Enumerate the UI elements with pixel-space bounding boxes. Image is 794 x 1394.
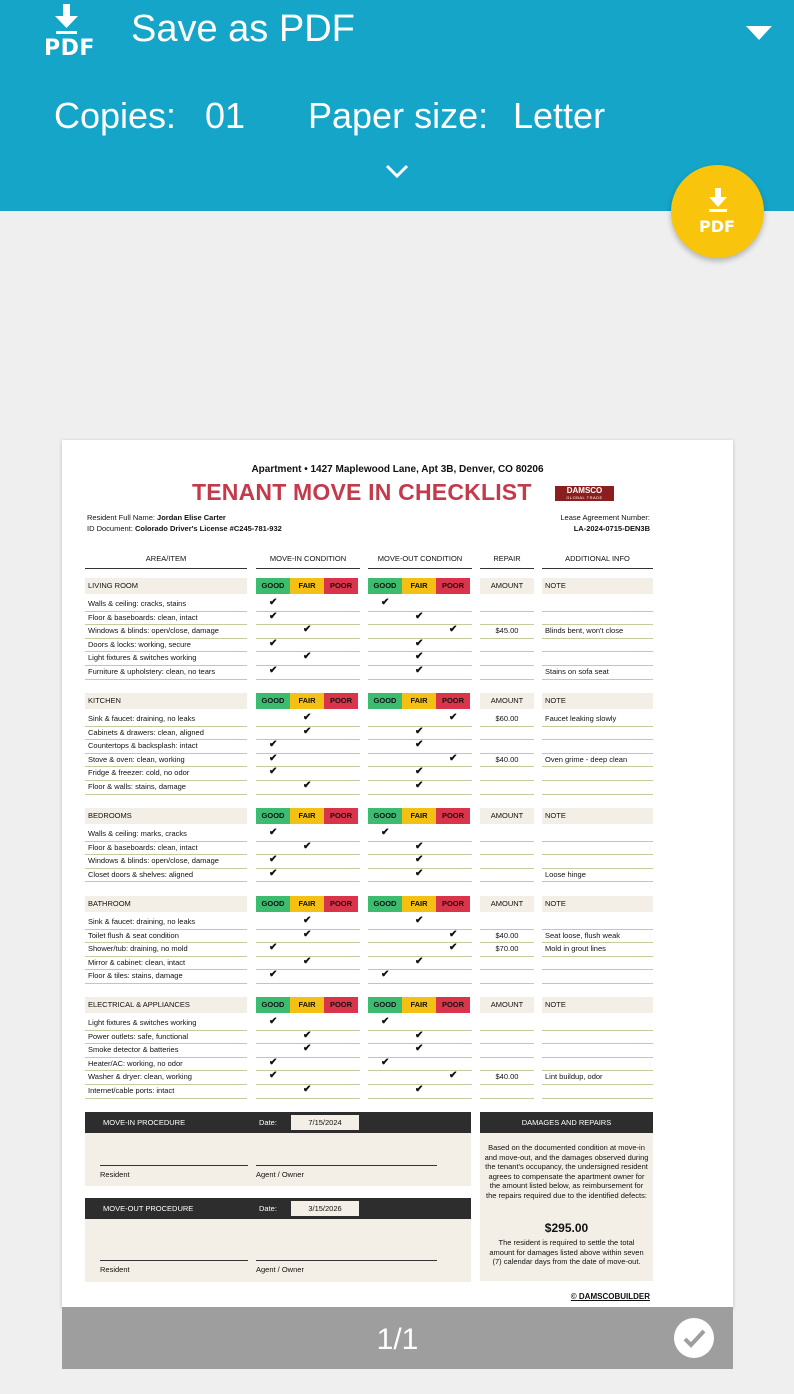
lease-number: LA-2024-0715-DEN3B — [573, 524, 650, 533]
move-in-poor-header: POOR — [324, 997, 358, 1013]
row-note — [542, 957, 653, 971]
item-label: Heater/AC: working, no odor — [85, 1058, 247, 1072]
move-in-date-label: Date: — [259, 1118, 277, 1127]
move-in-check-icon: ✔ — [269, 1056, 278, 1068]
move-in-check-icon: ✔ — [269, 665, 278, 676]
move-out-fair-header: FAIR — [402, 693, 436, 709]
row-note — [542, 916, 653, 930]
row-note — [542, 612, 653, 626]
note-header: NOTE — [542, 896, 653, 912]
row-note — [542, 970, 653, 984]
repair-amount — [480, 842, 534, 856]
repair-amount — [480, 727, 534, 741]
save-pdf-fab-button[interactable] — [671, 165, 764, 258]
move-in-check-icon: ✔ — [269, 942, 278, 954]
move-in-check-icon: ✔ — [269, 637, 278, 649]
move-out-check-icon: ✔ — [415, 1043, 424, 1055]
row-note — [542, 767, 653, 781]
item-label: Toilet flush & seat condition — [85, 930, 247, 944]
item-label: Windows & blinds: open/close, damage — [85, 855, 247, 869]
move-out-check-icon: ✔ — [415, 651, 424, 663]
copies-label: Copies: — [54, 95, 177, 136]
amount-header: AMOUNT — [480, 896, 534, 912]
repair-amount — [480, 666, 534, 680]
move-in-poor-header: POOR — [324, 896, 358, 912]
repair-amount — [480, 855, 534, 869]
note-header: NOTE — [542, 808, 653, 824]
id-value: Colorado Driver's License #C245-781-932 — [134, 524, 282, 533]
item-label: Doors & locks: working, secure — [85, 639, 247, 653]
row-note — [542, 1031, 653, 1045]
repair-amount: $40.00 — [480, 930, 534, 944]
move-in-check-icon: ✔ — [303, 955, 312, 967]
page-preview[interactable] — [62, 440, 733, 1308]
move-out-check-icon: ✔ — [415, 766, 424, 778]
note-header: NOTE — [542, 997, 653, 1013]
item-label: Countertops & backsplash: intact — [85, 740, 247, 754]
move-out-good-header: GOOD — [368, 693, 402, 709]
amount-header: AMOUNT — [480, 808, 534, 824]
move-in-check-icon: ✔ — [303, 1043, 312, 1055]
item-label: Power outlets: safe, functional — [85, 1031, 247, 1045]
repair-amount — [480, 767, 534, 781]
row-note: Blinds bent, won't close — [542, 625, 653, 639]
row-note — [542, 1017, 653, 1031]
move-in-date[interactable]: 7/15/2024 — [291, 1115, 359, 1130]
amount-header: AMOUNT — [480, 997, 534, 1013]
move-in-resident-signature[interactable]: Resident — [100, 1165, 248, 1179]
move-in-check-icon: ✔ — [303, 915, 312, 926]
move-in-fair-header: FAIR — [290, 578, 324, 594]
item-label: Internet/cable ports: intact — [85, 1085, 247, 1099]
move-in-poor-header: POOR — [324, 808, 358, 824]
move-out-good-header: GOOD — [368, 578, 402, 594]
move-out-fair-header: FAIR — [402, 997, 436, 1013]
item-label: Windows & blinds: open/close, damage — [85, 625, 247, 639]
move-out-date[interactable]: 3/15/2026 — [291, 1201, 359, 1216]
move-in-check-icon: ✔ — [269, 739, 278, 751]
damages-box — [480, 1133, 653, 1281]
move-out-check-icon: ✔ — [415, 955, 424, 967]
section-title: BEDROOMS — [85, 808, 247, 824]
repair-amount — [480, 652, 534, 666]
move-in-check-icon: ✔ — [269, 827, 278, 838]
repair-amount — [480, 781, 534, 795]
move-out-fair-header: FAIR — [402, 896, 436, 912]
page-selected-check-icon[interactable] — [674, 1318, 714, 1358]
move-in-check-icon: ✔ — [269, 766, 278, 778]
row-note — [542, 639, 653, 653]
move-in-check-icon: ✔ — [269, 969, 278, 981]
move-in-fair-header: FAIR — [290, 808, 324, 824]
repair-amount: $45.00 — [480, 625, 534, 639]
move-out-check-icon: ✔ — [415, 665, 424, 676]
row-note — [542, 652, 653, 666]
move-out-fair-header: FAIR — [402, 808, 436, 824]
move-in-fair-header: FAIR — [290, 896, 324, 912]
move-out-check-icon: ✔ — [381, 827, 390, 838]
item-label: Walls & ceiling: marks, cracks — [85, 828, 247, 842]
item-label: Shower/tub: draining, no mold — [85, 943, 247, 957]
paper-size-value[interactable]: Letter — [513, 95, 606, 136]
move-out-procedure-bar — [85, 1198, 471, 1219]
column-header-info: ADDITIONAL INFO — [542, 554, 653, 569]
damages-title: DAMAGES AND REPAIRS — [480, 1112, 653, 1133]
move-in-check-icon: ✔ — [269, 854, 278, 866]
row-note: Oven grime - deep clean — [542, 754, 653, 768]
repair-amount — [480, 957, 534, 971]
move-out-check-icon: ✔ — [415, 637, 424, 649]
move-in-poor-header: POOR — [324, 578, 358, 594]
move-in-check-icon: ✔ — [269, 597, 278, 608]
move-in-good-header: GOOD — [256, 997, 290, 1013]
move-in-good-header: GOOD — [256, 896, 290, 912]
move-out-check-icon: ✔ — [415, 840, 424, 852]
move-in-signature-area — [85, 1133, 471, 1186]
move-in-check-icon: ✔ — [303, 928, 312, 940]
download-icon — [705, 187, 731, 215]
move-out-check-icon: ✔ — [449, 928, 458, 940]
move-out-resident-signature[interactable]: Resident — [100, 1260, 248, 1274]
move-out-check-icon: ✔ — [381, 969, 390, 981]
print-options-header — [0, 0, 794, 211]
row-note: Mold in grout lines — [542, 943, 653, 957]
paper-size-label: Paper size: — [308, 95, 489, 136]
move-in-check-icon: ✔ — [269, 752, 278, 764]
move-out-poor-header: POOR — [436, 997, 470, 1013]
repair-amount: $40.00 — [480, 1071, 534, 1085]
item-label: Furniture & upholstery: clean, no tears — [85, 666, 247, 680]
resident-name: Jordan Elise Carter — [157, 513, 226, 522]
repair-amount — [480, 740, 534, 754]
repair-amount — [480, 869, 534, 883]
move-in-good-header: GOOD — [256, 693, 290, 709]
move-out-check-icon: ✔ — [381, 1016, 390, 1027]
pdf-icon-label: PDF — [44, 36, 95, 61]
page-indicator: 1/1 — [376, 1323, 419, 1356]
move-in-check-icon: ✔ — [303, 624, 312, 636]
repair-amount — [480, 612, 534, 626]
item-label: Light fixtures & switches working — [85, 1017, 247, 1031]
move-in-check-icon: ✔ — [303, 780, 312, 791]
move-out-fair-header: FAIR — [402, 578, 436, 594]
id-label: ID Document: — [87, 524, 133, 533]
move-in-check-icon: ✔ — [269, 1016, 278, 1027]
copies-value[interactable]: 01 — [205, 95, 246, 136]
move-out-check-icon: ✔ — [381, 1056, 390, 1068]
row-note — [542, 1058, 653, 1072]
move-in-good-header: GOOD — [256, 578, 290, 594]
expand-options-chevron-icon[interactable] — [384, 160, 410, 182]
item-label: Smoke detector & batteries — [85, 1044, 247, 1058]
amount-header: AMOUNT — [480, 578, 534, 594]
move-in-procedure-bar — [85, 1112, 471, 1133]
move-in-agent-signature[interactable]: Agent / Owner — [256, 1165, 437, 1179]
move-out-good-header: GOOD — [368, 808, 402, 824]
item-label: Closet doors & shelves: aligned — [85, 869, 247, 883]
section-title: LIVING ROOM — [85, 578, 247, 594]
item-label: Sink & faucet: draining, no leaks — [85, 916, 247, 930]
section-title: BATHROOM — [85, 896, 247, 912]
move-in-title: MOVE-IN PROCEDURE — [103, 1118, 186, 1127]
lease-label: Lease Agreement Number: — [560, 513, 650, 522]
row-note — [542, 781, 653, 795]
move-out-agent-signature[interactable]: Agent / Owner — [256, 1260, 437, 1274]
amount-header: AMOUNT — [480, 693, 534, 709]
column-header-repair: REPAIR — [480, 554, 534, 569]
row-note: Faucet leaking slowly — [542, 713, 653, 727]
damages-total: $295.00 — [544, 1221, 589, 1235]
move-in-check-icon: ✔ — [303, 840, 312, 852]
item-label: Floor & baseboards: clean, intact — [85, 842, 247, 856]
move-out-signature-area — [85, 1219, 471, 1282]
copyright: © DAMSCOBUILDER — [570, 1292, 650, 1301]
move-out-good-header: GOOD — [368, 997, 402, 1013]
move-out-check-icon: ✔ — [415, 867, 424, 879]
move-out-check-icon: ✔ — [415, 739, 424, 751]
move-out-good-header: GOOD — [368, 896, 402, 912]
move-in-fair-header: FAIR — [290, 693, 324, 709]
move-out-check-icon: ✔ — [449, 942, 458, 954]
move-in-check-icon: ✔ — [269, 1070, 278, 1082]
move-out-check-icon: ✔ — [449, 624, 458, 636]
item-label: Floor & baseboards: clean, intact — [85, 612, 247, 626]
move-out-check-icon: ✔ — [449, 712, 458, 723]
move-out-poor-header: POOR — [436, 896, 470, 912]
item-label: Floor & tiles: stains, damage — [85, 970, 247, 984]
move-in-poor-header: POOR — [324, 693, 358, 709]
row-note — [542, 740, 653, 754]
move-out-date-label: Date: — [259, 1204, 277, 1213]
item-label: Fridge & freezer: cold, no odor — [85, 767, 247, 781]
move-out-poor-header: POOR — [436, 808, 470, 824]
row-note — [542, 1044, 653, 1058]
move-out-check-icon: ✔ — [415, 1084, 424, 1095]
repair-amount — [480, 1031, 534, 1045]
id-document-line — [87, 524, 282, 533]
page-navigation-bar — [62, 1307, 733, 1369]
move-in-good-header: GOOD — [256, 808, 290, 824]
move-out-check-icon: ✔ — [381, 597, 390, 608]
repair-amount — [480, 598, 534, 612]
section-title: ELECTRICAL & APPLIANCES — [85, 997, 247, 1013]
repair-amount — [480, 1085, 534, 1099]
repair-amount — [480, 1058, 534, 1072]
move-out-check-icon: ✔ — [415, 915, 424, 926]
column-header-area: AREA/ITEM — [85, 554, 247, 569]
move-out-check-icon: ✔ — [415, 725, 424, 737]
move-out-check-icon: ✔ — [415, 610, 424, 622]
move-in-check-icon: ✔ — [303, 1029, 312, 1041]
row-note — [542, 1085, 653, 1099]
column-header-move-out: MOVE-OUT CONDITION — [368, 554, 472, 569]
destination-title[interactable]: Save as PDF — [131, 8, 355, 50]
repair-amount — [480, 970, 534, 984]
document-address: Apartment • 1427 Maplewood Lane, Apt 3B, Denver, CO 80206 — [251, 464, 544, 475]
row-note: Lint buildup, odor — [542, 1071, 653, 1085]
move-in-check-icon: ✔ — [303, 725, 312, 737]
item-label: Mirror & cabinet: clean, intact — [85, 957, 247, 971]
item-label: Stove & oven: clean, working — [85, 754, 247, 768]
row-note — [542, 828, 653, 842]
item-label: Sink & faucet: draining, no leaks — [85, 713, 247, 727]
row-note — [542, 842, 653, 856]
move-out-check-icon: ✔ — [449, 752, 458, 764]
move-in-check-icon: ✔ — [303, 651, 312, 663]
row-note: Seat loose, flush weak — [542, 930, 653, 944]
repair-amount — [480, 916, 534, 930]
fab-pdf-label: PDF — [699, 217, 735, 236]
row-note — [542, 727, 653, 741]
row-note — [542, 855, 653, 869]
item-label: Walls & ceiling: cracks, stains — [85, 598, 247, 612]
move-in-check-icon: ✔ — [269, 867, 278, 879]
move-out-check-icon: ✔ — [415, 854, 424, 866]
company-logo — [555, 486, 614, 501]
move-out-check-icon: ✔ — [449, 1070, 458, 1082]
item-label: Floor & walls: stains, damage — [85, 781, 247, 795]
logo-text: DAMSCO — [566, 486, 603, 495]
repair-amount — [480, 1017, 534, 1031]
section-title: KITCHEN — [85, 693, 247, 709]
item-label: Light fixtures & switches working — [85, 652, 247, 666]
logo-subtext: GLOBAL TRADE — [566, 495, 603, 500]
move-out-poor-header: POOR — [436, 578, 470, 594]
move-out-check-icon: ✔ — [415, 1029, 424, 1041]
item-label: Cabinets & drawers: clean, aligned — [85, 727, 247, 741]
document-title: TENANT MOVE IN CHECKLIST — [192, 479, 532, 505]
row-note: Loose hinge — [542, 869, 653, 883]
pdf-download-icon[interactable] — [42, 2, 96, 60]
destination-dropdown-icon[interactable] — [746, 26, 772, 40]
resident-label: Resident Full Name: — [87, 513, 155, 522]
row-note: Stains on sofa seat — [542, 666, 653, 680]
move-out-poor-header: POOR — [436, 693, 470, 709]
row-note — [542, 598, 653, 612]
resident-name-line — [87, 513, 226, 522]
damages-footer: The resident is required to settle the total amount for damages listed above within seven (7) calendar days from the date of move-out. — [489, 1238, 644, 1266]
repair-amount — [480, 828, 534, 842]
item-label: Washer & dryer: clean, working — [85, 1071, 247, 1085]
move-in-check-icon: ✔ — [303, 1084, 312, 1095]
move-in-check-icon: ✔ — [269, 610, 278, 622]
note-header: NOTE — [542, 578, 653, 594]
move-in-fair-header: FAIR — [290, 997, 324, 1013]
repair-amount: $40.00 — [480, 754, 534, 768]
note-header: NOTE — [542, 693, 653, 709]
column-header-move-in: MOVE-IN CONDITION — [256, 554, 360, 569]
repair-amount — [480, 639, 534, 653]
repair-amount — [480, 1044, 534, 1058]
move-out-title: MOVE-OUT PROCEDURE — [103, 1204, 194, 1213]
repair-amount: $60.00 — [480, 713, 534, 727]
damages-text: Based on the documented condition at move-in and move-out, and the damages observed during the tenant's occupancy, the undersigned resident agrees to compensate the apartment owner for the amount listed below, as reimbursement for the repairs required due to the identified defects: — [484, 1143, 649, 1200]
move-out-check-icon: ✔ — [415, 780, 424, 791]
move-in-check-icon: ✔ — [303, 712, 312, 723]
repair-amount: $70.00 — [480, 943, 534, 957]
